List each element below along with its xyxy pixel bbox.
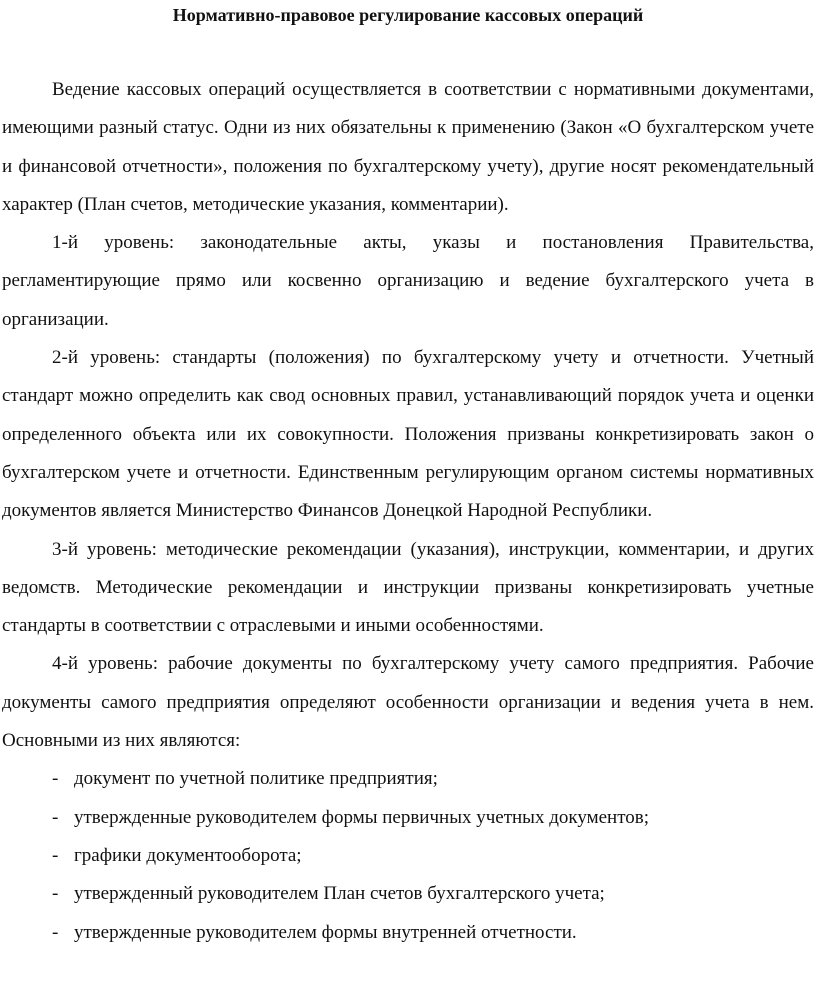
list-item xyxy=(2,760,814,798)
paragraph-level-1: 1-й уровень: законодательные акты, указы и постановления Правительства, регламентирующие прямо или косвенно организацию и ведение бухгалтерского учета в организации. xyxy=(2,232,814,330)
list-dash: - xyxy=(52,768,59,790)
list-dash: - xyxy=(52,844,59,866)
list-item-text: графики документооборота; xyxy=(74,844,302,866)
list-item xyxy=(2,837,814,875)
paragraph-intro: Ведение кассовых операций осуществляется в соответствии с нормативными документами, имеющими разный статус. Одни из них обязательны к применению (Закон «О бухгалтерском учете и финансовой отчетности», положения по бухгалтерскому учету), другие носят рекомендательный характер (План счетов, методические указания, комментарии). xyxy=(2,79,814,215)
list-item-text: утвержденные руководителем формы внутренней отчетности. xyxy=(74,921,577,943)
paragraph-level-3: 3-й уровень: методические рекомендации (указания), инструкции, комментарии, и других ведомств. Методические рекомендации и инструкции призваны конкретизировать учетные стандарты в соответствии с отраслевыми и иными особенностями. xyxy=(2,538,814,637)
list-item xyxy=(2,799,814,837)
list-item-text: документ по учетной политике предприятия; xyxy=(74,768,438,790)
list-dash: - xyxy=(52,806,59,828)
document-title: Нормативно-правовое регулирование кассовых операций xyxy=(172,5,644,25)
list-item-text: утвержденный руководителем План счетов бухгалтерского учета; xyxy=(74,883,605,905)
list-dash: - xyxy=(52,921,59,943)
paragraph-level-4: 4-й уровень: рабочие документы по бухгалтерскому учету самого предприятия. Рабочие документы самого предприятия определяют особенности организации и ведения учета в нем. Основными из них являются: xyxy=(2,653,814,752)
list-item-text: утвержденные руководителем формы первичных учетных документов; xyxy=(74,806,650,828)
list-item xyxy=(2,875,814,913)
list-dash: - xyxy=(52,883,59,905)
working-documents-list xyxy=(2,760,814,951)
paragraph-level-2: 2-й уровень: стандарты (положения) по бухгалтерскому учету и отчетности. Учетный стандарт можно определить как свод основных правил, устанавливающий порядок учета и оценки определенного объекта или их совокупности. Положения призваны конкретизировать закон о бухгалтерском учете и отчетности. Единственным регулирующим органом системы нормативных документов является Министерство Финансов Донецкой Народной Республики. xyxy=(2,347,814,522)
list-item xyxy=(2,914,814,952)
